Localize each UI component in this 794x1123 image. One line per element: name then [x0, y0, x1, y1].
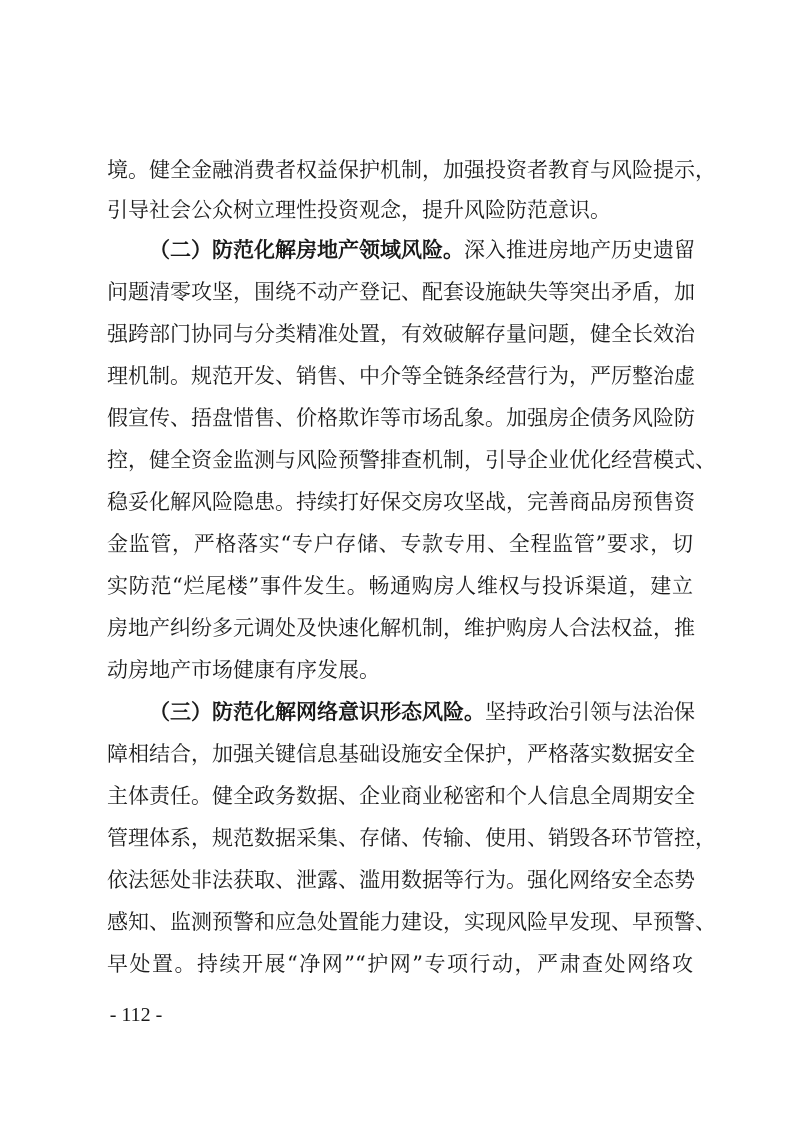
paragraph-2-heading: （二）防范化解房地产领域风险。: [149, 238, 464, 262]
paragraph-3-line-5: 依法惩处非法获取、泄露、滥用数据等行为。强化网络安全态势: [107, 868, 695, 892]
paragraph-3-line-3: 主体责任。健全政务数据、企业商业秘密和个人信息全周期安全: [107, 784, 695, 808]
paragraph-2-line-11: 动房地产市场健康有序发展。: [107, 658, 380, 682]
paragraph-1-line-2: 引导社会公众树立理性投资观念，提升风险防范意识。: [107, 198, 611, 222]
paragraph-3-first-line-rest: 坚持政治引领与法治保: [485, 700, 695, 724]
paragraph-3-heading: （三）防范化解网络意识形态风险。: [149, 700, 485, 724]
paragraph-2-line-1: [149, 230, 693, 270]
paragraph-3-line-2: 障相结合，加强关键信息基础设施安全保护，严格落实数据安全: [107, 742, 695, 766]
page-number: - 112 -: [109, 1004, 163, 1026]
paragraph-3-line-6: 感知、监测预警和应急处置能力建设，实现风险早发现、早预警、: [107, 910, 716, 934]
paragraph-2-line-4: 理机制。规范开发、销售、中介等全链条经营行为，严厉整治虚: [107, 364, 695, 388]
paragraph-2-first-line-rest: 深入推进房地产历史遗留: [464, 238, 695, 262]
paragraph-2-line-5: 假宣传、捂盘惜售、价格欺诈等市场乱象。加强房企债务风险防: [107, 406, 695, 430]
paragraph-3-line-4: 管理体系，规范数据采集、存储、传输、使用、销毁各环节管控，: [107, 826, 716, 850]
paragraph-2-line-9: 实防范“烂尾楼”事件发生。畅通购房人维权与投诉渠道，建立: [107, 574, 693, 598]
paragraph-2-line-7: 稳妥化解风险隐患。持续打好保交房攻坚战，完善商品房预售资: [107, 490, 695, 514]
paragraph-3-line-7: 早处置。持续开展“净网”“护网”专项行动，严肃查处网络攻: [107, 952, 693, 976]
paragraph-1-line-1: 境。健全金融消费者权益保护机制，加强投资者教育与风险提示，: [107, 158, 716, 182]
paragraph-2-line-10: 房地产纠纷多元调处及快速化解机制，维护购房人合法权益，推: [107, 616, 695, 640]
paragraph-2-line-2: 问题清零攻坚，围绕不动产登记、配套设施缺失等突出矛盾，加: [107, 280, 695, 304]
paragraph-2-line-6: 控，健全资金监测与风险预警排查机制，引导企业优化经营模式、: [107, 448, 716, 472]
paragraph-3-line-1: [149, 692, 693, 732]
paragraph-2-line-3: 强跨部门协同与分类精准处置，有效破解存量问题，健全长效治: [107, 322, 695, 346]
paragraph-2-line-8: 金监管，严格落实“专户存储、专款专用、全程监管”要求，切: [107, 532, 693, 556]
